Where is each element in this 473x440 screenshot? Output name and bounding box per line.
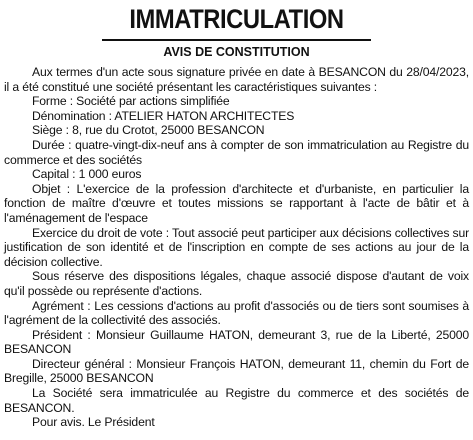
paragraph-directeur: Directeur général : Monsieur François HATON, demeurant 11, chemin du Fort de Bregille, 25000 BESANCON [4, 356, 469, 386]
paragraph-forme: Forme : Société par actions simplifiée [32, 94, 230, 109]
paragraph-signature: Pour avis. Le Président [32, 415, 155, 430]
paragraph-voix: Sous réserve des dispositions légales, chaque associé dispose d'autant de voix qu'il possède ou représente d'actions. [4, 269, 469, 298]
paragraph-duree: Durée : quatre-vingt-dix-neuf ans à compter de son immatriculation au Registre du commerce et des sociétés [4, 137, 469, 167]
paragraph-denomination: Dénomination : ATELIER HATON ARCHITECTES [32, 108, 295, 123]
paragraph-president: Président : Monsieur Guillaume HATON, demeurant 3, rue de la Liberté, 25000 BESANCON [4, 327, 469, 357]
paragraph-siege: Siège : 8, rue du Crotot, 25000 BESANCON [32, 123, 265, 138]
notice-title: IMMATRICULATION [129, 4, 344, 34]
notice-subtitle: AVIS DE CONSTITUTION [163, 45, 310, 59]
paragraph-intro: Aux termes d'un acte sous signature privée en date à BESANCON du 28/04/2023, il a été constitué une société présentant les caractéristiques suivantes : [4, 65, 469, 94]
paragraph-agrement: Agrément : Les cessions d'actions au profit d'associés ou de tiers sont soumises à l'agrément de la collectivité des associés. [4, 298, 469, 328]
paragraph-immatriculation: La Société sera immatriculée au Registre du commerce et des sociétés de BESANCON. [4, 386, 469, 415]
title-divider [102, 39, 371, 41]
paragraph-vote: Exercice du droit de vote : Tout associé peut participer aux décisions collectives sur justification de son identité et de l'inscription en compte de ses actions au jour de la décision collective. [4, 225, 469, 269]
paragraph-objet: Objet : L'exercice de la profession d'architecte et d'urbaniste, en particulier la fonction de maître d'œuvre et toutes missions se rapportant à l'acte de bâtir et à l'aménagement de l'espace [4, 181, 469, 225]
paragraph-capital: Capital : 1 000 euros [32, 167, 142, 182]
notice-body [4, 65, 469, 430]
